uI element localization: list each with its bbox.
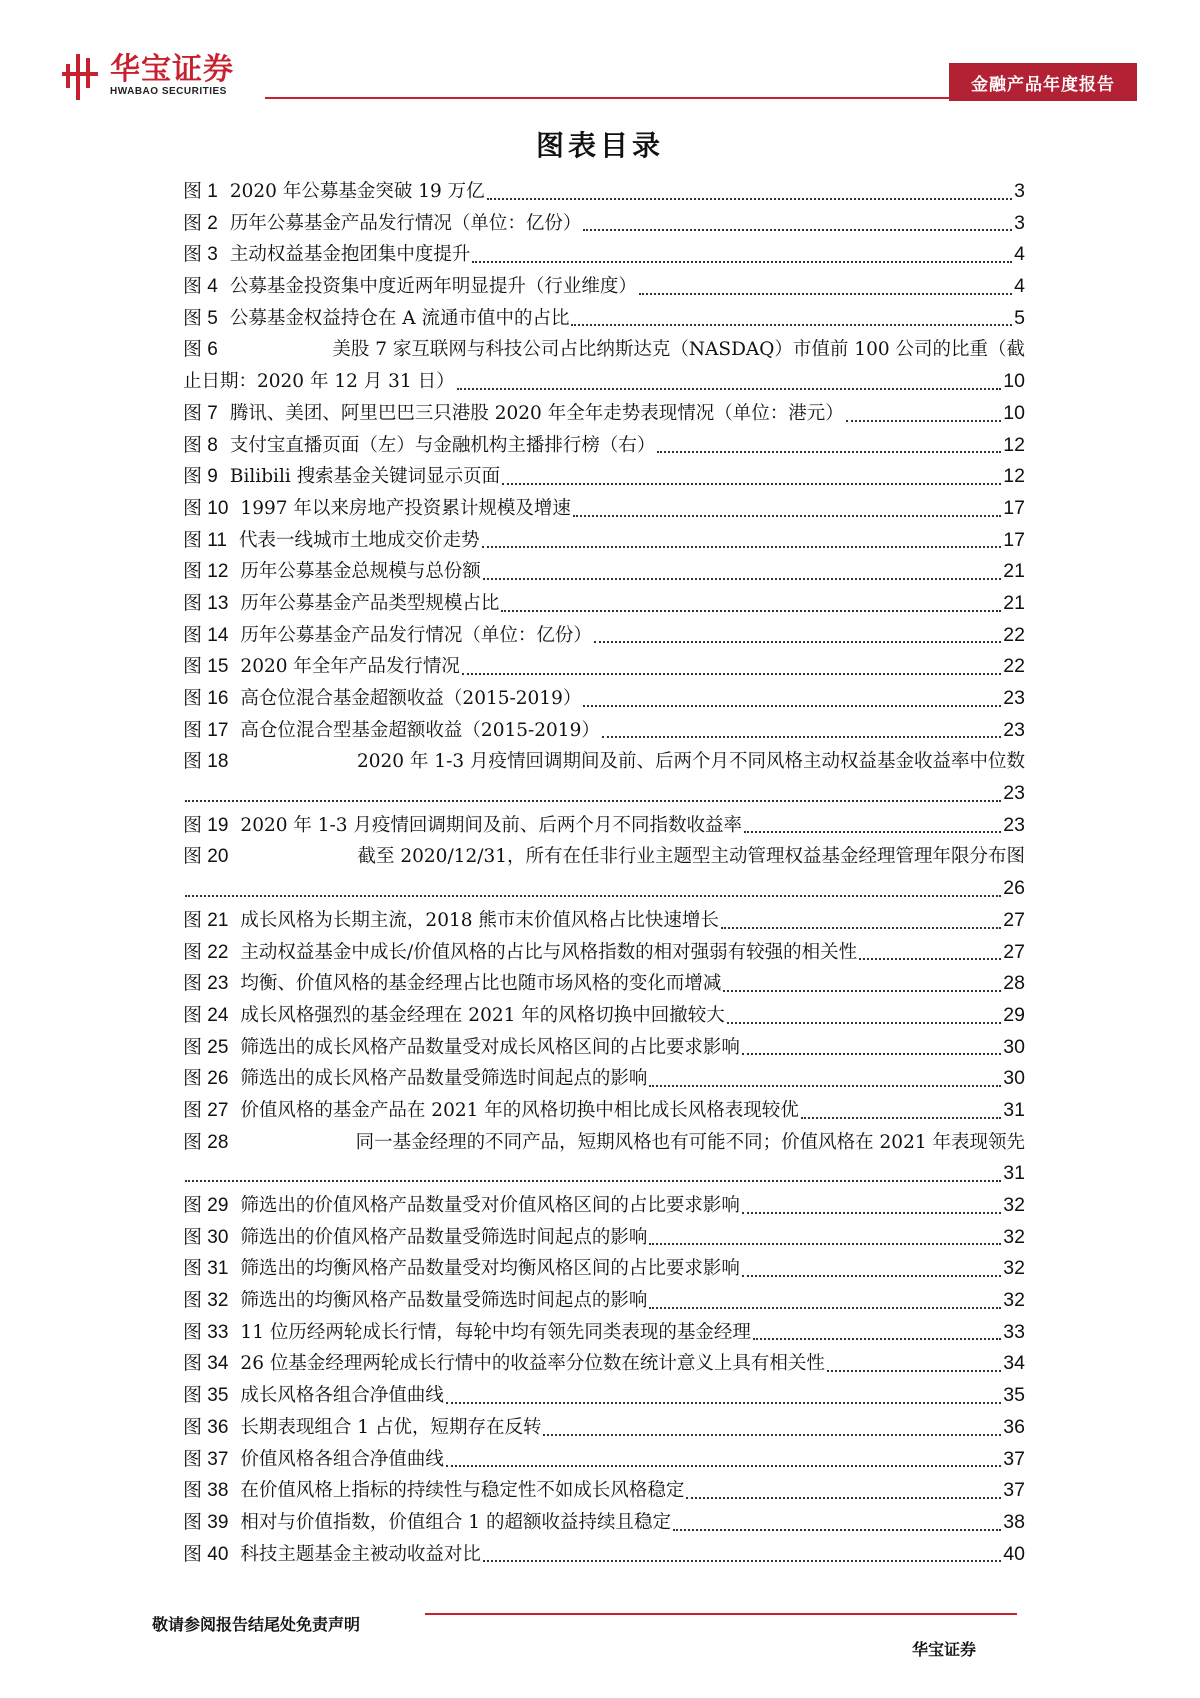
dot-leader xyxy=(594,620,1001,652)
figure-title: 筛选出的均衡风格产品数量受对均衡风格区间的占比要求影响 xyxy=(240,1258,740,1280)
toc-entry[interactable] xyxy=(183,1507,1025,1539)
toc-entry[interactable] xyxy=(183,430,1025,462)
dot-leader xyxy=(744,810,1001,842)
figure-label: 图 25 xyxy=(183,1036,229,1058)
figure-title: 价值风格的基金产品在 2021 年的风格切换中相比成长风格表现较优 xyxy=(240,1099,799,1121)
toc-entry[interactable] xyxy=(183,1380,1025,1412)
dot-leader xyxy=(573,493,1001,525)
page-number: 26 xyxy=(1003,877,1025,900)
dot-leader xyxy=(446,1380,1001,1412)
page-number: 30 xyxy=(1003,1035,1025,1058)
dot-leader xyxy=(501,588,1001,620)
dot-leader xyxy=(657,430,1001,462)
figure-title: 成长风格为长期主流，2018 熊市末价值风格占比快速增长 xyxy=(240,909,719,931)
figure-label: 图 5 xyxy=(183,307,218,329)
dot-leader xyxy=(827,1348,1001,1380)
page-number: 5 xyxy=(1014,306,1025,329)
page-number: 21 xyxy=(1003,560,1025,583)
dot-leader xyxy=(457,366,1002,398)
toc-entry[interactable] xyxy=(183,588,1025,620)
dot-leader xyxy=(723,968,1001,1000)
dot-leader xyxy=(649,1222,1001,1254)
toc-entry-continuation[interactable] xyxy=(183,1158,1025,1190)
dot-leader xyxy=(602,715,1001,747)
figure-title: 长期表现组合 1 占优，短期存在反转 xyxy=(240,1416,542,1438)
company-logo xyxy=(62,54,234,100)
toc-entry[interactable] xyxy=(183,1095,1025,1127)
dot-leader xyxy=(686,1475,1001,1507)
page-number: 30 xyxy=(1003,1067,1025,1090)
figure-title: 26 位基金经理两轮成长行情中的收益率分位数在统计意义上具有相关性 xyxy=(240,1353,825,1375)
figure-label: 图 27 xyxy=(183,1099,229,1121)
page-number: 29 xyxy=(1003,1003,1025,1026)
figure-title: 成长风格各组合净值曲线 xyxy=(240,1385,444,1407)
figure-label: 图 7 xyxy=(183,402,218,424)
toc-entry[interactable] xyxy=(183,1190,1025,1222)
figure-title: 腾讯、美团、阿里巴巴三只港股 2020 年全年走势表现情况（单位：港元） xyxy=(229,402,844,424)
figure-label: 图 35 xyxy=(183,1385,229,1407)
page-number: 28 xyxy=(1003,972,1025,995)
page-number: 31 xyxy=(1003,1162,1025,1185)
figure-label: 图 29 xyxy=(183,1195,229,1216)
dot-leader xyxy=(472,239,1012,271)
figure-title: 历年公募基金产品发行情况（单位：亿份） xyxy=(240,624,592,646)
figure-label: 图 17 xyxy=(183,719,229,741)
toc-entry[interactable] xyxy=(183,398,1025,430)
dot-leader xyxy=(446,1444,1001,1476)
toc-entry[interactable] xyxy=(183,1127,1025,1159)
figure-title: 1997 年以来房地产投资累计规模及增速 xyxy=(240,497,571,519)
toc-entry-continuation[interactable] xyxy=(183,366,1025,398)
page-number: 21 xyxy=(1003,591,1025,614)
dot-leader xyxy=(649,1063,1001,1095)
page-number: 27 xyxy=(1003,940,1025,963)
page-number: 32 xyxy=(1003,1194,1025,1216)
figure-label: 图 19 xyxy=(183,814,229,836)
figure-label: 图 9 xyxy=(183,466,218,488)
header-divider xyxy=(265,97,950,99)
toc-entry[interactable] xyxy=(183,303,1025,335)
figure-title: 2020 年 1-3 月疫情回调期间及前、后两个月不同指数收益率 xyxy=(240,814,742,836)
dot-leader xyxy=(185,873,1001,905)
figure-label: 图 2 xyxy=(183,212,218,234)
page-number: 3 xyxy=(1014,180,1025,202)
figure-title: 在价值风格上指标的持续性与稳定性不如成长风格稳定 xyxy=(240,1480,685,1502)
figure-label: 图 38 xyxy=(183,1480,229,1502)
figure-label: 图 11 xyxy=(183,529,228,551)
toc-entry[interactable] xyxy=(183,651,1025,683)
figure-title: 公募基金权益持仓在 A 流通市值中的占比 xyxy=(229,307,570,329)
figure-title: 美股 7 家互联网与科技公司占比纳斯达克（NASDAQ）市值前 100 公司的比重（截 xyxy=(332,339,1025,361)
page-number: 32 xyxy=(1003,1225,1025,1248)
figure-label: 图 32 xyxy=(183,1290,229,1312)
figure-label: 图 13 xyxy=(183,592,229,614)
figure-label: 图 1 xyxy=(183,181,218,202)
page-number: 31 xyxy=(1003,1098,1025,1121)
figure-title: Bilibili 搜索基金关键词显示页面 xyxy=(229,466,501,488)
figure-title: 同一基金经理的不同产品，短期风格也有可能不同；价值风格在 2021 年表现领先 xyxy=(355,1131,1025,1153)
toc-entry[interactable] xyxy=(183,1032,1025,1064)
figure-label: 图 6 xyxy=(183,339,218,361)
figure-label: 图 34 xyxy=(183,1353,229,1375)
figure-label: 图 22 xyxy=(183,941,229,963)
dot-leader xyxy=(185,1158,1001,1190)
figure-label: 图 26 xyxy=(183,1068,229,1090)
page-number: 23 xyxy=(1003,687,1025,709)
figure-label: 图 16 xyxy=(183,688,229,709)
toc-entry[interactable] xyxy=(183,493,1025,525)
figure-label: 图 15 xyxy=(183,656,229,678)
figure-label: 图 14 xyxy=(183,624,229,646)
toc-entry[interactable] xyxy=(183,334,1025,366)
page-number: 23 xyxy=(1003,718,1025,741)
report-type-badge: 金融产品年度报告 xyxy=(949,63,1137,101)
logo-cn: 华宝证券 xyxy=(110,52,234,87)
toc-entry[interactable] xyxy=(183,1539,1025,1571)
figure-label: 图 40 xyxy=(183,1543,229,1565)
page-number: 27 xyxy=(1003,908,1025,931)
dot-leader xyxy=(462,651,1001,683)
figure-label: 图 36 xyxy=(183,1416,229,1438)
dot-leader xyxy=(649,1285,1001,1317)
figure-title: 科技主题基金主被动收益对比 xyxy=(240,1543,481,1565)
page-number: 22 xyxy=(1003,623,1025,646)
figure-label: 图 21 xyxy=(183,909,229,931)
toc-entry[interactable] xyxy=(183,1475,1025,1507)
page-number: 34 xyxy=(1003,1352,1025,1375)
toc-entry[interactable] xyxy=(183,715,1025,747)
page-number: 37 xyxy=(1003,1479,1025,1502)
dot-leader xyxy=(483,1539,1001,1571)
figure-label: 图 28 xyxy=(183,1131,229,1153)
dot-leader xyxy=(721,905,1001,937)
page-number: 32 xyxy=(1003,1257,1025,1280)
toc-entry[interactable] xyxy=(183,176,1025,208)
dot-leader xyxy=(742,1032,1001,1064)
footer-divider xyxy=(425,1613,1017,1615)
footer-brand: 华宝证券 xyxy=(912,1640,977,1659)
figure-title: 2020 年公募基金突破 19 万亿 xyxy=(229,181,485,202)
figure-label: 图 33 xyxy=(183,1321,229,1343)
figure-title: 筛选出的价值风格产品数量受筛选时间起点的影响 xyxy=(240,1226,648,1248)
toc-entry[interactable] xyxy=(183,271,1025,303)
page-number: 4 xyxy=(1014,275,1025,298)
toc-entry[interactable] xyxy=(183,810,1025,842)
page-number: 35 xyxy=(1003,1384,1025,1407)
page-number: 4 xyxy=(1014,243,1025,266)
dot-leader xyxy=(859,937,1001,969)
toc-entry-continuation[interactable] xyxy=(183,778,1025,810)
figure-label: 图 20 xyxy=(183,846,229,868)
page-number: 36 xyxy=(1003,1415,1025,1438)
figure-title-cont: 止日期：2020 年 12 月 31 日） xyxy=(183,371,455,393)
toc-entry[interactable] xyxy=(183,208,1025,240)
toc-entry[interactable] xyxy=(183,1063,1025,1095)
toc-entry[interactable] xyxy=(183,1348,1025,1380)
figure-title: 筛选出的均衡风格产品数量受筛选时间起点的影响 xyxy=(240,1290,648,1312)
dot-leader xyxy=(571,303,1012,335)
dot-leader xyxy=(543,1412,1001,1444)
toc-entry[interactable] xyxy=(183,1253,1025,1285)
figure-title: 历年公募基金产品发行情况（单位：亿份） xyxy=(229,212,582,234)
toc-entry[interactable] xyxy=(183,1285,1025,1317)
figure-title: 筛选出的成长风格产品数量受对成长风格区间的占比要求影响 xyxy=(240,1036,740,1058)
figure-title: 相对与价值指数，价值组合 1 的超额收益持续且稳定 xyxy=(240,1511,671,1533)
figure-title: 筛选出的价值风格产品数量受对价值风格区间的占比要求影响 xyxy=(240,1195,740,1216)
page-number: 10 xyxy=(1003,401,1025,424)
dot-leader xyxy=(753,1317,1001,1349)
figure-title: 历年公募基金产品类型规模占比 xyxy=(240,592,500,614)
page-number: 12 xyxy=(1003,433,1025,456)
toc-entry[interactable] xyxy=(183,1317,1025,1349)
toc-entry[interactable] xyxy=(183,1444,1025,1476)
toc-entry[interactable] xyxy=(183,746,1025,778)
toc-entry[interactable] xyxy=(183,683,1025,715)
figure-label: 图 4 xyxy=(183,276,218,298)
toc-entry[interactable] xyxy=(183,525,1025,557)
toc-entry[interactable] xyxy=(183,239,1025,271)
page-number: 12 xyxy=(1003,465,1025,488)
page-number: 37 xyxy=(1003,1447,1025,1470)
page-number: 32 xyxy=(1003,1289,1025,1312)
dot-leader xyxy=(673,1507,1001,1539)
figure-toc xyxy=(183,176,1025,1570)
logo-en: HWABAO SECURITIES xyxy=(110,86,227,97)
dot-leader xyxy=(483,556,1001,588)
dot-leader xyxy=(742,1190,1001,1222)
page-number: 33 xyxy=(1003,1320,1025,1343)
figure-title: 主动权益基金中成长/价值风格的占比与风格指数的相对强弱有较强的相关性 xyxy=(240,941,858,963)
page-number: 23 xyxy=(1003,813,1025,836)
figure-label: 图 18 xyxy=(183,751,229,773)
dot-leader xyxy=(583,683,1001,715)
figure-title: 均衡、价值风格的基金经理占比也随市场风格的变化而增减 xyxy=(240,973,722,995)
dot-leader xyxy=(487,176,1013,208)
page-number: 40 xyxy=(1003,1542,1025,1565)
figure-title: 代表一线城市土地成交价走势 xyxy=(239,529,480,551)
toc-entry[interactable] xyxy=(183,937,1025,969)
figure-title: 2020 年 1-3 月疫情回调期间及前、后两个月不同风格主动权益基金收益率中位数 xyxy=(356,751,1025,773)
dot-leader xyxy=(727,1000,1002,1032)
dot-leader xyxy=(185,778,1001,810)
figure-title: 成长风格强烈的基金经理在 2021 年的风格切换中回撤较大 xyxy=(240,1004,725,1026)
page-number: 3 xyxy=(1014,211,1025,234)
figure-title: 高仓位混合型基金超额收益（2015-2019） xyxy=(240,719,600,741)
figure-title: 价值风格各组合净值曲线 xyxy=(240,1448,444,1470)
figure-title: 2020 年全年产品发行情况 xyxy=(240,656,460,678)
page-number: 17 xyxy=(1003,528,1025,551)
page-number: 17 xyxy=(1003,496,1025,519)
figure-title: 11 位历经两轮成长行情，每轮中均有领先同类表现的基金经理 xyxy=(240,1321,751,1343)
figure-label: 图 39 xyxy=(183,1511,229,1533)
dot-leader xyxy=(482,525,1002,557)
toc-entry[interactable] xyxy=(183,1000,1025,1032)
dot-leader xyxy=(846,398,1002,430)
toc-entry[interactable] xyxy=(183,1222,1025,1254)
toc-entry[interactable] xyxy=(183,556,1025,588)
page-number: 23 xyxy=(1003,782,1025,805)
page-number: 22 xyxy=(1003,655,1025,678)
toc-entry[interactable] xyxy=(183,1412,1025,1444)
logo-mark-icon xyxy=(62,54,102,100)
figure-label: 图 30 xyxy=(183,1226,229,1248)
figure-title: 主动权益基金抱团集中度提升 xyxy=(229,244,471,266)
figure-label: 图 12 xyxy=(183,561,229,583)
figure-label: 图 10 xyxy=(183,497,229,519)
figure-title: 支付宝直播页面（左）与金融机构主播排行榜（右） xyxy=(229,434,656,456)
disclaimer-note: 敬请参阅报告结尾处免责声明 xyxy=(152,1615,361,1634)
figure-label: 图 24 xyxy=(183,1004,229,1026)
figure-label: 图 37 xyxy=(183,1448,229,1470)
figure-title: 公募基金投资集中度近两年明显提升（行业维度） xyxy=(229,276,637,298)
toc-entry-continuation[interactable] xyxy=(183,873,1025,905)
figure-title: 筛选出的成长风格产品数量受筛选时间起点的影响 xyxy=(240,1068,648,1090)
figure-title: 历年公募基金总规模与总份额 xyxy=(240,561,481,583)
page-number: 38 xyxy=(1003,1510,1025,1533)
figure-label: 图 23 xyxy=(183,973,229,995)
toc-entry[interactable] xyxy=(183,905,1025,937)
dot-leader xyxy=(801,1095,1002,1127)
dot-leader xyxy=(639,271,1012,303)
toc-entry[interactable] xyxy=(183,620,1025,652)
toc-entry[interactable] xyxy=(183,461,1025,493)
page-title: 图表目录 xyxy=(535,129,664,162)
dot-leader xyxy=(502,461,1001,493)
figure-title: 截至 2020/12/31，所有在任非行业主题型主动管理权益基金经理管理年限分布图 xyxy=(357,846,1025,868)
dot-leader xyxy=(742,1253,1001,1285)
figure-label: 图 3 xyxy=(183,244,218,266)
toc-entry[interactable] xyxy=(183,968,1025,1000)
figure-label: 图 31 xyxy=(183,1258,229,1280)
figure-label: 图 8 xyxy=(183,434,218,456)
page-number: 10 xyxy=(1003,370,1025,393)
toc-entry[interactable] xyxy=(183,841,1025,873)
figure-title: 高仓位混合基金超额收益（2015-2019） xyxy=(240,688,582,709)
dot-leader xyxy=(583,208,1012,240)
